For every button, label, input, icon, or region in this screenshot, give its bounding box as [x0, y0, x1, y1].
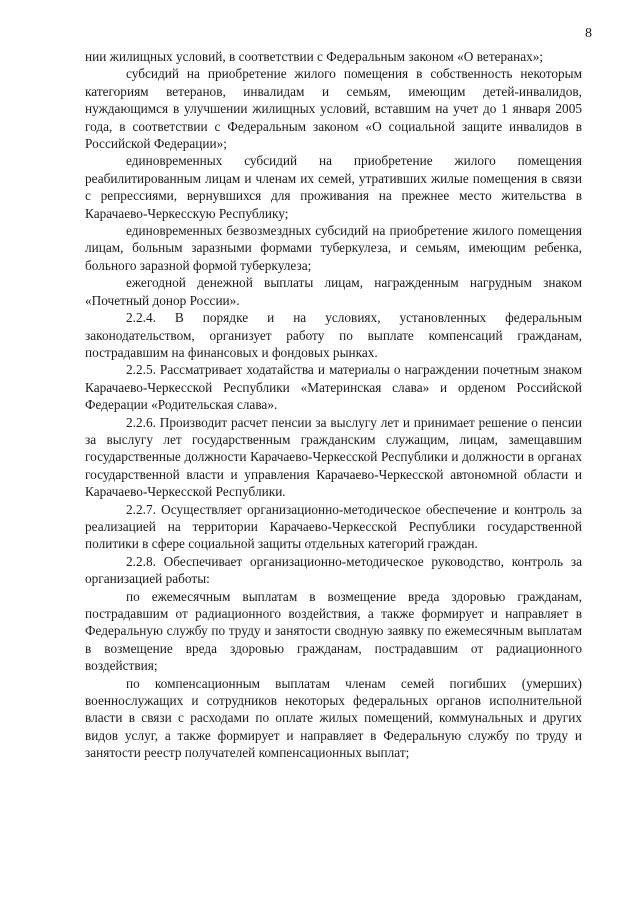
paragraph-radiation-payments: по ежемесячным выплатам в возмещение вреда здоровью гражданам, пострадавшим от радиационного воздействия, а также формирует и направляет в Федеральную службу по труду и занятости сводную заявку по ежемесячным выплатам в возмещение вреда здоровью гражданам, пострадавшим от радиационного воздействия; — [85, 588, 582, 674]
paragraph-subsidies-rehabilitated: единовременных субсидий на приобретение жилого помещения реабилитированным лицам и членам их семей, утративших жилые помещения в связи с репрессиями, вернувшихся для проживания на прежнее место жительства в Карачаево-Черкесскую Республику; — [85, 153, 582, 221]
paragraph-subsidies-disabled: субсидий на приобретение жилого помещения в собственность некоторым категориям ветеранов, инвалидам и семьям, имеющим детей-инвалидов, нуждающимся в улучшении жилищных условий, вставшим на учет до 1 января 2005 года, в соответствии с Федеральным законом «О социальной защите инвалидов в Российской Федерации»; — [85, 66, 582, 152]
page-number: 8 — [585, 26, 592, 41]
paragraph-subsidies-tuberculosis: единовременных безвозмездных субсидий на приобретение жилого помещения лицам, больным заразными формами туберкулеза, и семьям, имеющим ребенка, больного заразной формой туберкулеза; — [85, 223, 582, 273]
document-body — [85, 48, 582, 762]
paragraph-continuation: нии жилищных условий, в соответствии с Федеральным законом «О ветеранах»; — [85, 49, 544, 64]
paragraph-donor-payment: ежегодной денежной выплаты лицам, награжденным нагрудным знаком «Почетный донор России». — [85, 275, 582, 308]
paragraph-2-2-5: 2.2.5. Рассматривает ходатайства и материалы о награждении почетным знаком Карачаево-Черкесской Республики «Материнская слава» и орденом Российской Федерации «Родительская слава». — [85, 362, 582, 413]
paragraph-2-2-7: 2.2.7. Осуществляет организационно-методическое обеспечение и контроль за реализацией на территории Карачаево-Черкесской Республики государственной политики в сфере социальной защиты отдельных категорий граждан. — [85, 501, 582, 552]
paragraph-2-2-6: 2.2.6. Производит расчет пенсии за выслугу лет и принимает решение о пенсии за выслугу лет государственным гражданским служащим, лицам, замещавшим государственные должности Карачаево-Черкесской Республики и должности в органах государственной власти и управления Карачаево-Черкесской автономной области и Карачаево-Черкесской Республики. — [85, 414, 582, 500]
paragraph-compensation-payments: по компенсационным выплатам членам семей погибших (умерших) военнослужащих и сотрудников некоторых федеральных органов исполнительной власти в связи с расходами по оплате жилых помещений, коммунальных и других видов услуг, а также формирует и направляет в Федеральную службу по труду и занятости реестр получателей компенсационных выплат; — [85, 675, 582, 761]
paragraph-2-2-4: 2.2.4. В порядке и на условиях, установленных федеральным законодательством, организует работу по выплате компенсаций гражданам, пострадавшим на финансовых и фондовых рынках. — [85, 310, 582, 360]
paragraph-2-2-8: 2.2.8. Обеспечивает организационно-методическое руководство, контроль за организацией работы: — [85, 553, 582, 587]
